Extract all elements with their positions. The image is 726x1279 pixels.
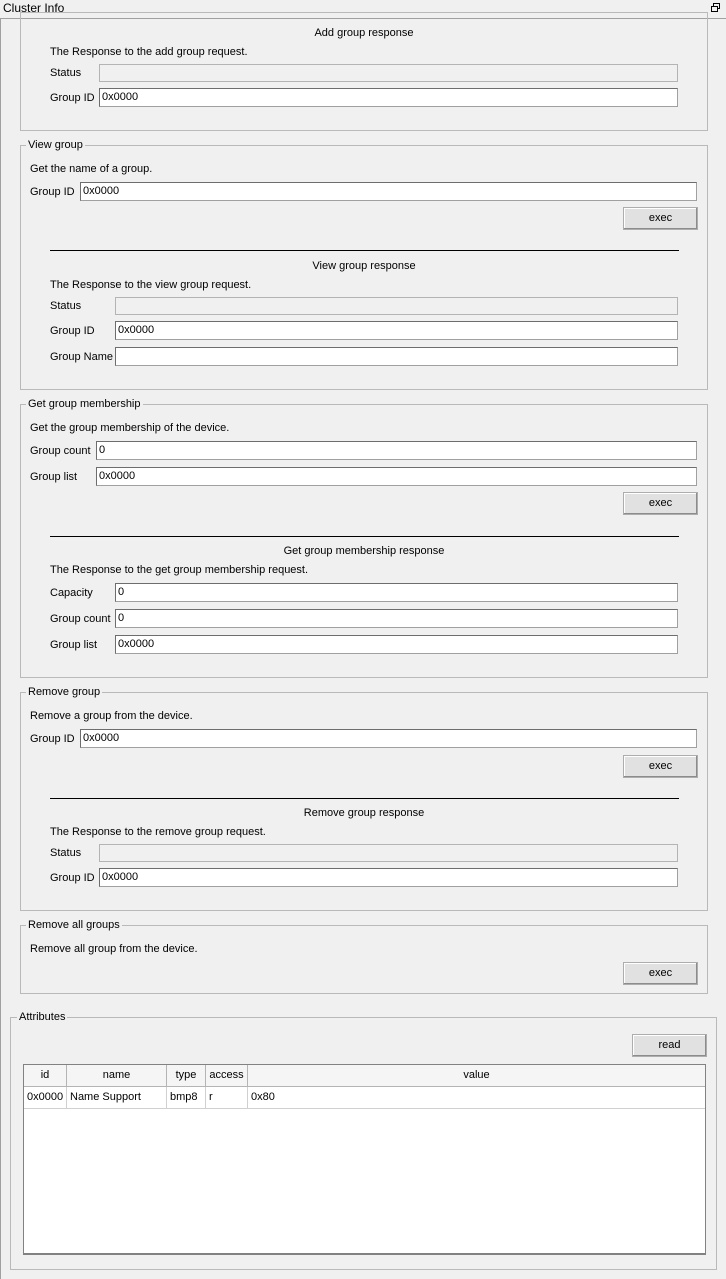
get-group-membership-response-group-count-field[interactable]: 0 [115, 609, 678, 628]
remove-group-response-status-field [99, 844, 678, 862]
view-group-response-group-name-field[interactable] [115, 347, 678, 366]
remove-all-groups-title: Remove all groups [28, 919, 120, 931]
cell-access: r [206, 1087, 248, 1109]
view-group-response-group-name-label: Group Name [50, 351, 113, 363]
view-group-description: Get the name of a group. [30, 163, 153, 175]
remove-group-response-group-id-label: Group ID [50, 872, 95, 884]
get-group-membership-response-group-list-field[interactable]: 0x0000 [115, 635, 678, 654]
add-group-response-heading: Add group response [314, 27, 414, 39]
view-group-response-group-id-label: Group ID [50, 325, 95, 337]
cell-type: bmp8 [167, 1087, 206, 1109]
remove-all-groups-exec-button[interactable]: exec [623, 962, 698, 985]
get-group-membership-response-group-list-label: Group list [50, 639, 98, 651]
table-row[interactable] [24, 1087, 705, 1109]
column-header-value[interactable]: value [248, 1065, 705, 1087]
remove-group-response-status-label: Status [50, 847, 82, 859]
window-title: Cluster Info [3, 1, 65, 15]
view-group-response-heading: View group response [312, 260, 416, 272]
view-group-exec-button[interactable]: exec [623, 207, 698, 230]
get-group-membership-group-count-input[interactable]: 0 [96, 441, 697, 460]
column-header-type[interactable]: type [167, 1065, 206, 1087]
remove-group-response-heading: Remove group response [303, 807, 425, 819]
remove-group-response-description: The Response to the remove group request. [50, 826, 266, 838]
attributes-read-button[interactable]: read [632, 1034, 707, 1057]
view-group-response-description: The Response to the view group request. [50, 279, 252, 291]
cell-value: 0x80 [248, 1087, 705, 1109]
get-group-membership-response-group-count-label: Group count [50, 613, 111, 625]
get-group-membership-description: Get the group membership of the device. [30, 422, 230, 434]
remove-group-group-id-input[interactable]: 0x0000 [80, 729, 697, 748]
attributes-table-bottom-edge [23, 1254, 706, 1255]
view-group-title: View group [28, 139, 83, 151]
add-group-response-status-label: Status [50, 67, 82, 79]
remove-group-response-group-id-field[interactable]: 0x0000 [99, 868, 678, 887]
get-group-membership-response-description: The Response to the get group membership request. [50, 564, 309, 576]
remove-group-exec-button[interactable]: exec [623, 755, 698, 778]
remove-group-description: Remove a group from the device. [30, 710, 193, 722]
column-header-access[interactable]: access [206, 1065, 248, 1087]
column-header-id[interactable]: id [24, 1065, 67, 1087]
remove-all-groups-groupbox [20, 925, 708, 994]
column-header-name[interactable]: name [67, 1065, 167, 1087]
add-group-response-group-id-label: Group ID [50, 92, 95, 104]
cell-name: Name Support [67, 1087, 167, 1109]
add-group-response-status-field [99, 64, 678, 82]
remove-group-title: Remove group [28, 686, 101, 698]
get-group-membership-group-list-input[interactable]: 0x0000 [96, 467, 697, 486]
view-group-response-group-id-field[interactable]: 0x0000 [115, 321, 678, 340]
view-group-response-status-field [115, 297, 678, 315]
add-group-response-group-id-field[interactable]: 0x0000 [99, 88, 678, 107]
get-group-membership-response-heading: Get group membership response [283, 545, 445, 557]
view-group-group-id-input[interactable]: 0x0000 [80, 182, 697, 201]
get-group-membership-group-list-label: Group list [30, 471, 78, 483]
remove-all-groups-description: Remove all group from the device. [30, 943, 198, 955]
get-group-membership-exec-button[interactable]: exec [623, 492, 698, 515]
cell-id: 0x0000 [24, 1087, 67, 1109]
attributes-table[interactable] [23, 1064, 706, 1254]
attributes-title: Attributes [19, 1011, 66, 1023]
get-group-membership-separator [50, 536, 679, 537]
view-group-group-id-label: Group ID [30, 186, 75, 198]
get-group-membership-group-count-label: Group count [30, 445, 91, 457]
remove-group-separator [50, 798, 679, 799]
view-group-separator [50, 250, 679, 251]
float-window-icon[interactable] [711, 3, 720, 12]
add-group-response-description: The Response to the add group request. [50, 46, 248, 58]
view-group-response-status-label: Status [50, 300, 82, 312]
get-group-membership-response-capacity-field[interactable]: 0 [115, 583, 678, 602]
left-border [0, 18, 1, 1279]
get-group-membership-title: Get group membership [28, 398, 141, 410]
remove-group-group-id-label: Group ID [30, 733, 75, 745]
get-group-membership-response-capacity-label: Capacity [50, 587, 93, 599]
